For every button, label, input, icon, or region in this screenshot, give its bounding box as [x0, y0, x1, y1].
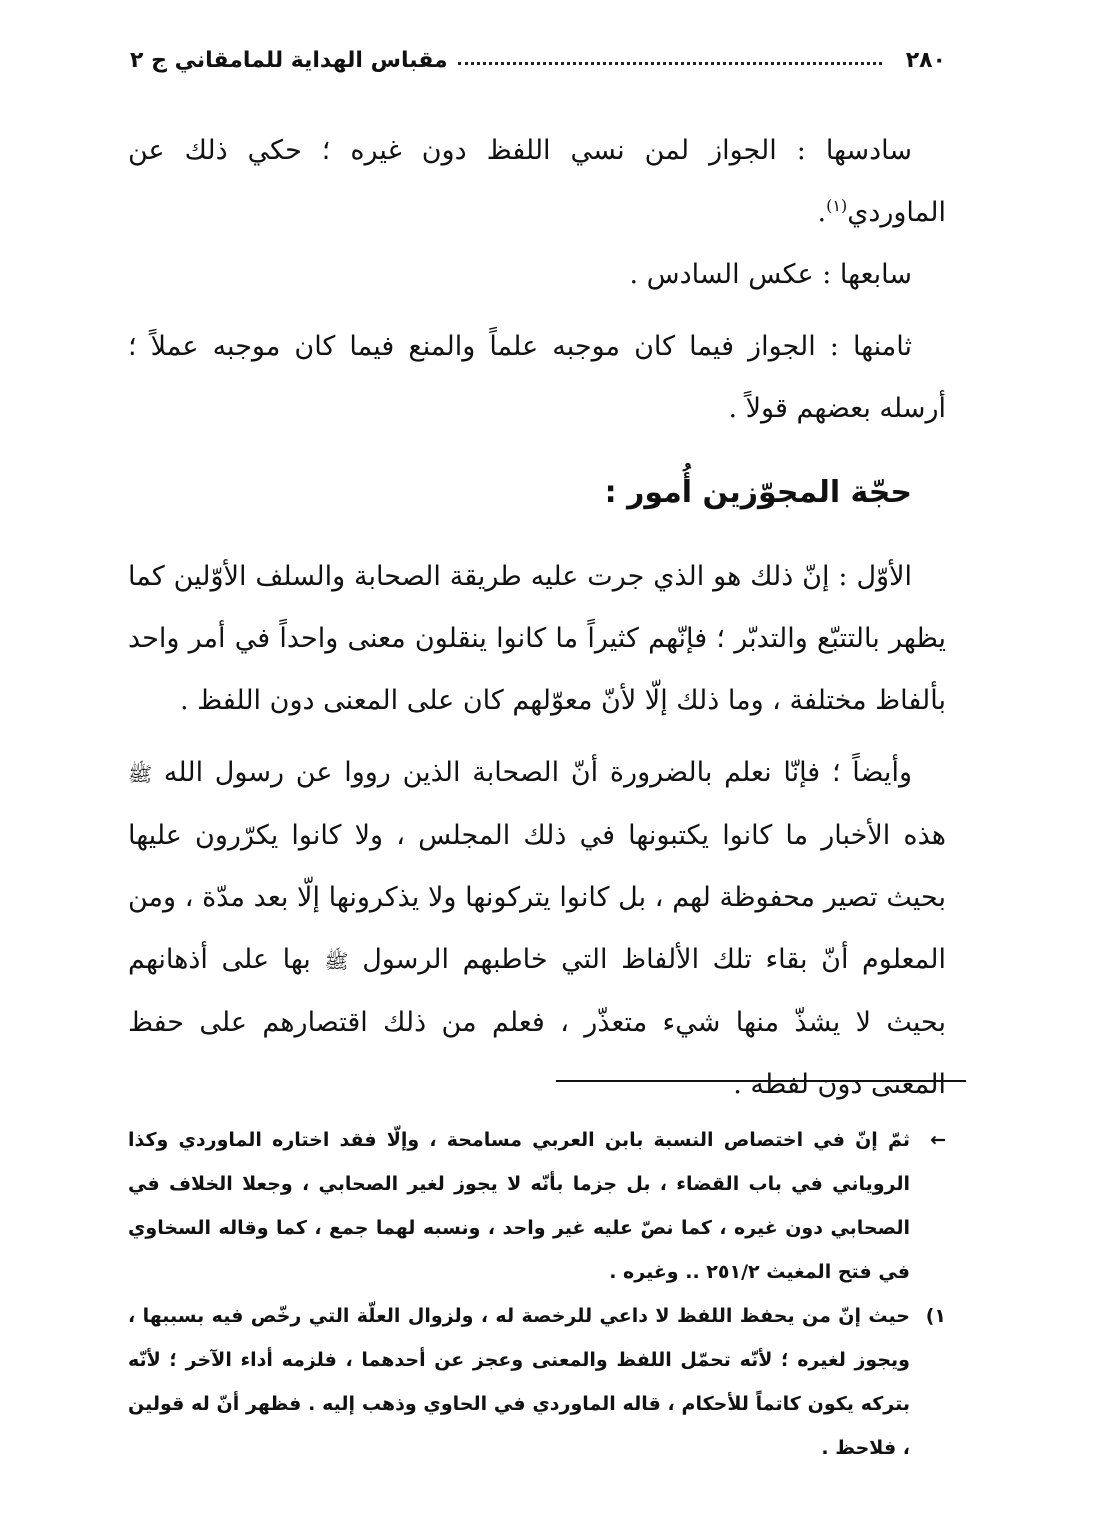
paragraph-also	[128, 742, 946, 1116]
footnote-1-number: ١)	[925, 1305, 946, 1327]
book-title: مقباس الهداية للمامقاني ج ٢	[130, 47, 448, 73]
footnote-1	[128, 1294, 946, 1470]
salawat-glyph: ﷺ	[128, 762, 153, 786]
header-dot-leader	[458, 62, 882, 65]
paragraph-opinion-eight: ثامنها : الجواز فيما كان موجبه علماً والمنع فيما كان موجبه عملاً ؛ أرسله بعضهم قولاً .	[128, 331, 946, 424]
section-heading: حجّة المجوّزين أُمور :	[604, 475, 912, 510]
footnote-continuation-text: ثمّ إنّ في اختصاص النسبة بابن العربي مسامحة ، وإلّا فقد اختاره الماوردي وكذا الروياني في باب القضاء ، بل جزما بأنّه لا يجوز لغير الصحابي ، وجعلا الخلاف في الصحابي دون غيره ، كما نصّ عليه غير واحد ، ونسبه لهما جمع ، كما وقاله السخاوي في فتح المغيث ٢٥١/٢ .. وغيره .	[128, 1129, 910, 1283]
footnote-1-text: حيث إنّ من يحفظ اللفظ لا داعي للرخصة له ، ولزوال العلّة التي رخّص فيه بسببها ، ويجوز لغيره ؛ لأنّه تحمّل اللفظ والمعنى وعجز عن أحدهما ، فلزمه أداء الآخر ؛ لأنّه بتركه يكون كاتماً للأحكام ، قاله الماوردي في الحاوي وذهب إليه . فظهر أنّ له قولين ، فلاحظ .	[128, 1305, 910, 1459]
footnote-separator	[556, 1080, 966, 1082]
opinion-six-text: سادسها : الجواز لمن نسي اللفظ دون غيره ؛ حكي ذلك عن الماوردي	[128, 135, 946, 228]
paragraph-opinion-six	[128, 120, 946, 244]
footnote-continuation	[128, 1118, 946, 1294]
main-text	[128, 120, 946, 1116]
also-text-part1: وأيضاً ؛ فإنّا نعلم بالضرورة أنّ الصحابة الذين رووا عن رسول الله	[163, 757, 912, 788]
continuation-arrow-icon: ←	[930, 1129, 946, 1151]
page-number: ٢٨٠	[905, 47, 946, 73]
salawat-glyph: ﷺ	[324, 949, 349, 973]
paragraph-opinion-seven: سابعها : عكس السادس .	[629, 259, 912, 290]
also-text-part2: هذه الأخبار ما كانوا يكتبونها في ذلك المجلس ، ولا كانوا يكرّرون عليها بحيث تصير محفوظة لهم ، بل كانوا يتركونها ولا يذكرونها إلّا بعد مدّة ، ومن المعلوم أنّ بقاء تلك الألفاظ التي خاطبهم الرسول	[128, 820, 946, 975]
paragraph-first-argument: الأوّل : إنّ ذلك هو الذي جرت عليه طريقة الصحابة والسلف الأوّلين كما يظهر بالتتبّع والتدبّر ؛ فإنّهم كثيراً ما كانوا ينقلون معنى واحداً في أمر واحد بألفاظ مختلفة ، وما ذلك إلّا لأنّ معوّلهم كان على المعنى دون اللفظ .	[128, 561, 946, 716]
spacer	[128, 732, 946, 742]
spacer	[128, 306, 946, 316]
also-text-part3: بها على أذهانهم بحيث لا يشذّ منها شيء متعذّر ، فعلم من ذلك اقتصارهم على حفظ المعنى دون لفظه .	[128, 944, 946, 1100]
running-header	[130, 40, 946, 80]
opinion-six-end: .	[817, 197, 827, 228]
footnotes	[128, 1118, 946, 1470]
footnote-reference-1[interactable]: (١)	[826, 196, 848, 215]
